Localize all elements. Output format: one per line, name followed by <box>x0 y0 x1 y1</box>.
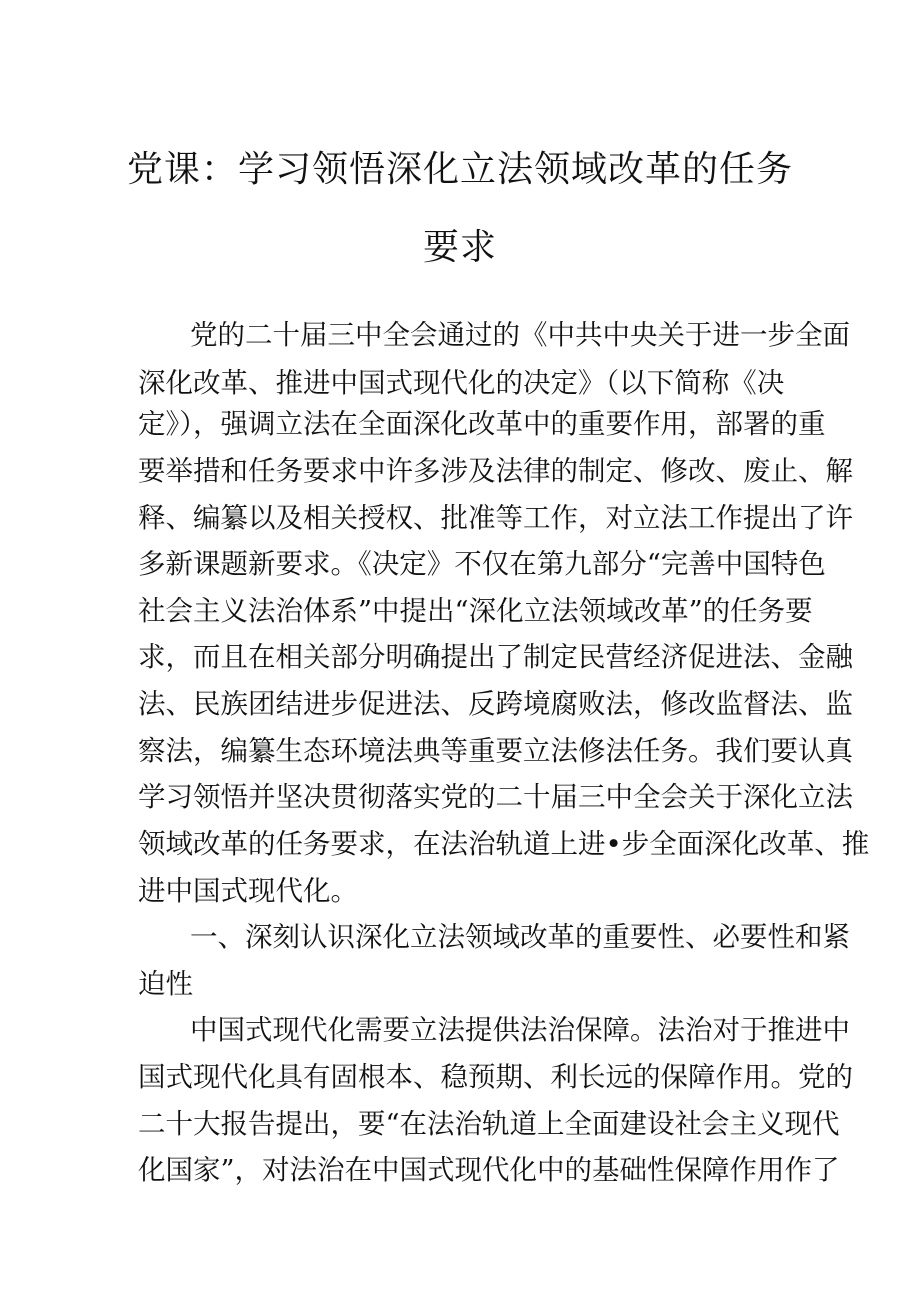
body-line: 领域改革的任务要求，在法治轨道上进•步全面深化改革、推 <box>138 828 870 860</box>
body-line: 中国式现代化需要立法提供法治保障。法治对于推进中 <box>190 1014 850 1046</box>
body-line: 法、民族团结进步促进法、反跨境腐败法，修改监督法、监 <box>138 688 853 720</box>
section-heading: 迫性 <box>138 968 193 1000</box>
section-heading: 一、深刻认识深化立法领域改革的重要性、必要性和紧 <box>190 921 850 953</box>
body-line: 求，而且在相关部分明确提出了制定民营经济促进法、金融 <box>138 641 853 673</box>
body-line: 定》），强调立法在全面深化改革中的重要作用，部署的重 <box>138 408 826 440</box>
title-line-2: 要求 <box>422 227 497 268</box>
body-line: 化国家”，对法治在中国式现代化中的基础性保障作用作了 <box>138 1154 840 1186</box>
body-line: 深化改革、推进中国式现代化的决定》（以下简称《决 <box>138 367 785 399</box>
body-line: 多新课题新要求。《决定》不仅在第九部分“完善中国特色 <box>138 548 826 580</box>
body-line: 释、编纂以及相关授权、批准等工作，对立法工作提出了许 <box>138 502 853 534</box>
title-line-1: 党课：学习领悟深化立法领域改革的任务 <box>126 149 793 190</box>
body-line: 社会主义法治体系”中提出“深化立法领域改革”的任务要 <box>138 595 813 627</box>
body-line: 党的二十届三中全会通过的《中共中央关于进一步全面 <box>190 319 850 351</box>
body-line: 学习领悟并坚决贯彻落实党的二十届三中全会关于深化立法 <box>138 781 853 813</box>
body-line: 进中国式现代化。 <box>138 875 358 907</box>
body-line: 要举措和任务要求中许多涉及法律的制定、修改、废止、解 <box>138 455 853 487</box>
body-line: 察法，编纂生态环境法典等重要立法修法任务。我们要认真 <box>138 735 853 767</box>
body-line: 国式现代化具有固根本、稳预期、利长远的保障作用。党的 <box>138 1061 853 1093</box>
body-line: 二十大报告提出，要“在法治轨道上全面建设社会主义现代 <box>138 1108 840 1140</box>
